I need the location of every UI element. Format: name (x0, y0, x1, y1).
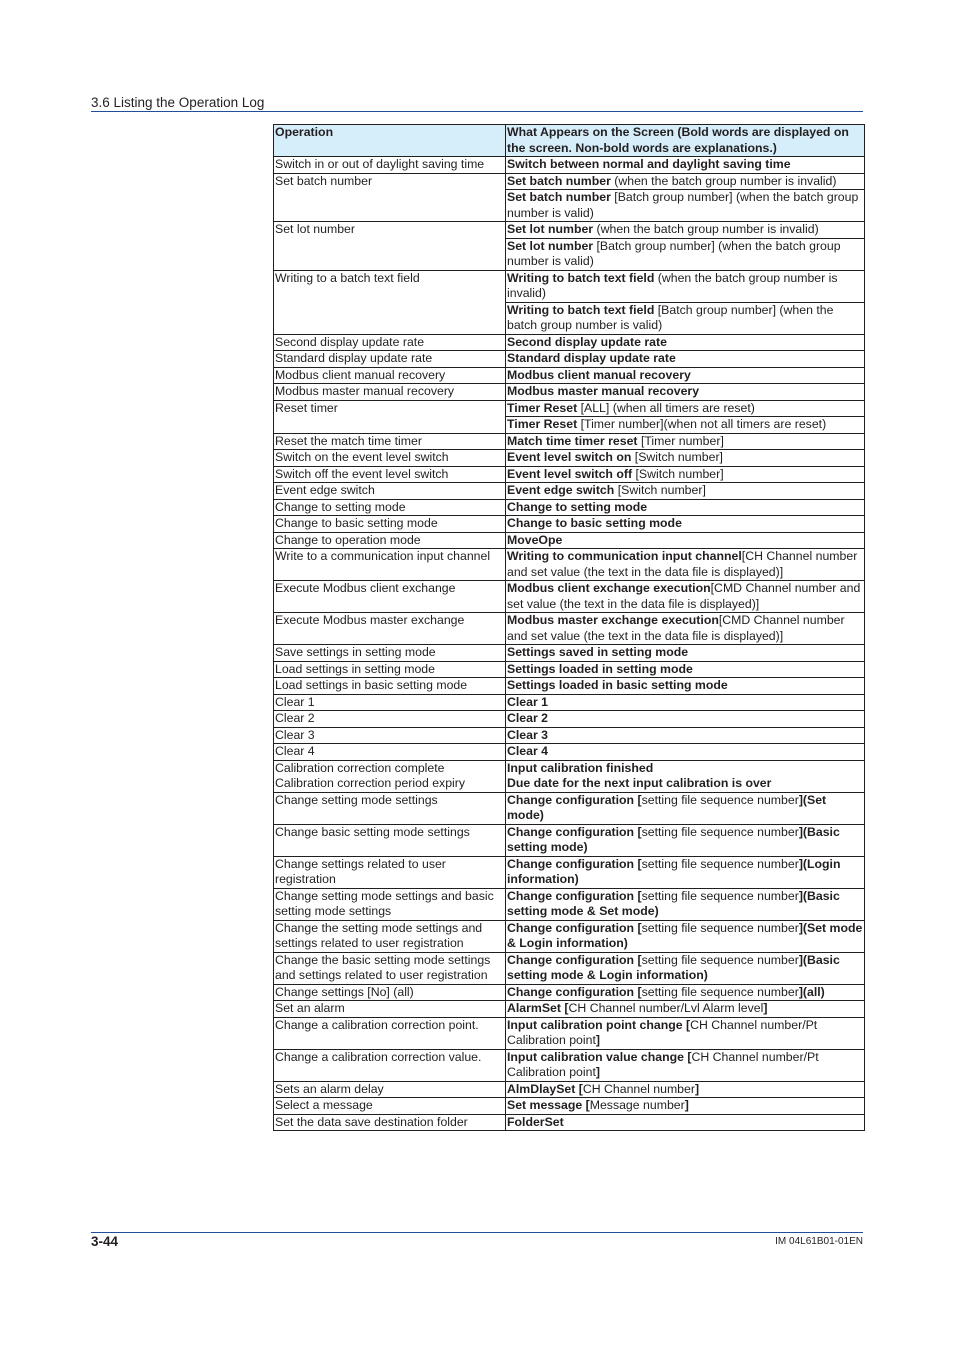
screen-text-bold: Set lot number (507, 222, 594, 236)
screen-text-explanation: [Switch number] (614, 483, 706, 497)
screen-text-cell (506, 711, 865, 728)
operation-cell: Change the basic setting mode settings and settings related to user registration (274, 952, 506, 984)
screen-text-bold: ] (763, 1001, 768, 1015)
operation-cell: Second display update rate (274, 334, 506, 351)
operation-cell: Change setting mode settings (274, 792, 506, 824)
screen-text-explanation: [Timer number](when not all timers are reset) (577, 417, 827, 431)
header-divider (91, 111, 863, 112)
screen-text-bold: ](all) (798, 984, 825, 999)
screen-text-cell (506, 856, 865, 888)
table-row (274, 952, 865, 984)
screen-text-cell (506, 1049, 865, 1081)
operation-cell: Change to operation mode (274, 532, 506, 549)
operation-cell: Calibration correction complete Calibration correction period expiry (274, 760, 506, 792)
screen-text-line (506, 189, 864, 221)
operation-cell: Modbus master manual recovery (274, 384, 506, 401)
operation-cell: Change a calibration correction point. (274, 1017, 506, 1049)
screen-text-bold: Input calibration value change [ (507, 1049, 692, 1064)
table-row (274, 173, 865, 222)
screen-text-bold: ] (684, 1098, 689, 1112)
table-row (274, 400, 865, 433)
document-id: IM 04L61B01-01EN (775, 1236, 863, 1247)
table-row (274, 351, 865, 368)
table-row (274, 222, 865, 271)
screen-text-bold: Change to basic setting mode (507, 516, 682, 530)
table-header-row (274, 125, 865, 157)
screen-text-cell (506, 1114, 865, 1131)
screen-text-line (507, 1082, 863, 1098)
screen-text-cell (506, 824, 865, 856)
screen-text-bold: ](Set mode) (507, 792, 827, 822)
screen-text-line (507, 1018, 863, 1049)
screen-text-line (506, 302, 864, 334)
operation-cell: Change to setting mode (274, 499, 506, 516)
table-row (274, 516, 865, 533)
section-title: 3.6 Listing the Operation Log (91, 95, 265, 110)
screen-text-cell (506, 367, 865, 384)
screen-text-line (507, 857, 863, 888)
screen-text-cell (506, 744, 865, 761)
screen-text-cell (506, 351, 865, 368)
screen-text-explanation: [ALL] (when all timers are reset) (577, 400, 755, 415)
operation-cell: Execute Modbus master exchange (274, 613, 506, 645)
table-row (274, 270, 865, 334)
table-row (274, 744, 865, 761)
screen-text-bold: ](Basic setting mode & Login information) (507, 952, 840, 982)
screen-text-explanation: setting file sequence number (641, 824, 799, 839)
screen-text-explanation: CH Channel number/Pt Calibration point (507, 1049, 819, 1079)
screen-text-bold: Set lot number (507, 238, 594, 253)
screen-text-bold: ] (694, 1081, 700, 1096)
screen-text-line (507, 985, 863, 1001)
table-body (274, 157, 865, 1131)
screen-text-cell (506, 1098, 865, 1115)
screen-text-cell (506, 433, 865, 450)
operation-cell: Change to basic setting mode (274, 516, 506, 533)
screen-text-line (507, 351, 863, 367)
table-row (274, 1017, 865, 1049)
screen-text-line (507, 662, 863, 678)
screen-text-bold: AlarmSet [ (507, 1001, 569, 1015)
screen-text-cell (506, 173, 865, 222)
screen-text-cell (506, 581, 865, 613)
table-row (274, 661, 865, 678)
screen-text-explanation: setting file sequence number (641, 888, 799, 903)
screen-text-bold: Set message [ (507, 1098, 590, 1112)
operation-cell: Switch in or out of daylight saving time (274, 157, 506, 174)
operation-cell: Change settings related to user registration (274, 856, 506, 888)
screen-text-explanation: [CMD Channel number and set value (the text in the data file is displayed)] (507, 613, 845, 643)
screen-text-line (507, 434, 863, 450)
screen-text-line (507, 744, 863, 760)
screen-text-cell (506, 532, 865, 549)
table-row (274, 450, 865, 467)
screen-text-bold: ](Basic setting mode & Set mode) (507, 888, 840, 918)
screen-text-bold: ](Login information) (507, 856, 841, 886)
table-row (274, 760, 865, 792)
screen-text-line (507, 335, 863, 351)
column-header-screen-text: What Appears on the Screen (Bold words are displayed on the screen. Non-bold words are explanations.) (506, 125, 865, 157)
table-row (274, 727, 865, 744)
table-row (274, 645, 865, 662)
screen-text-bold: ](Set mode & Login information) (507, 920, 863, 950)
screen-text-explanation: [Timer number] (637, 433, 724, 448)
screen-text-cell (506, 1017, 865, 1049)
screen-text-explanation: [CH Channel number and set value (the text in the data file is displayed)] (507, 549, 858, 579)
screen-text-line (507, 157, 863, 173)
operation-cell: Set lot number (274, 222, 506, 271)
table-row (274, 581, 865, 613)
screen-text-line (507, 761, 863, 792)
screen-text-bold: Clear 1 (507, 694, 549, 709)
operation-cell: Clear 4 (274, 744, 506, 761)
screen-text-line (507, 384, 863, 400)
screen-text-bold: Match time timer reset (507, 433, 638, 448)
screen-text-bold: Clear 2 (507, 711, 549, 725)
table-row (274, 466, 865, 483)
screen-text-line (507, 825, 863, 856)
screen-text-explanation: (when the batch group number is invalid) (610, 173, 837, 188)
screen-text-line (507, 533, 863, 549)
operation-cell: Change basic setting mode settings (274, 824, 506, 856)
screen-text-bold: Writing to batch text field (507, 302, 655, 317)
screen-text-bold: AlmDlaySet [ (507, 1081, 583, 1096)
screen-text-bold: Event edge switch (507, 483, 615, 497)
table-row (274, 367, 865, 384)
operation-cell: Load settings in basic setting mode (274, 678, 506, 695)
screen-text-line (507, 678, 863, 694)
table-row (274, 984, 865, 1001)
screen-text-line (507, 174, 863, 190)
screen-text-bold: Set batch number (507, 173, 611, 188)
page-number: 3-44 (91, 1234, 119, 1249)
screen-text-cell (506, 952, 865, 984)
screen-text-explanation: [Batch group number] (when the batch group number is valid) (507, 238, 841, 268)
screen-text-explanation: CH Channel number/Pt Calibration point (507, 1017, 818, 1047)
screen-text-cell (506, 222, 865, 271)
screen-text-cell (506, 334, 865, 351)
screen-text-cell (506, 157, 865, 174)
screen-text-line (507, 613, 863, 644)
screen-text-cell (506, 466, 865, 483)
screen-text-cell (506, 483, 865, 500)
screen-text-bold: Switch between normal and daylight saving time (507, 157, 791, 171)
operation-cell: Clear 3 (274, 727, 506, 744)
screen-text-bold: Change configuration [ (507, 952, 642, 967)
screen-text-line (507, 271, 863, 302)
screen-text-cell (506, 450, 865, 467)
screen-text-bold: Input calibration finished Due date for the next input calibration is over (507, 760, 772, 790)
operation-cell: Execute Modbus client exchange (274, 581, 506, 613)
screen-text-bold: Writing to batch text field (507, 270, 655, 285)
screen-text-bold: Change configuration [ (507, 792, 642, 807)
screen-text-line (507, 1001, 863, 1017)
operation-cell: Reset the match time timer (274, 433, 506, 450)
table-row (274, 157, 865, 174)
table-row (274, 711, 865, 728)
screen-text-bold: ] (595, 1033, 600, 1047)
operation-cell: Event edge switch (274, 483, 506, 500)
screen-text-cell (506, 645, 865, 662)
screen-text-explanation: (when the batch group number is invalid) (507, 270, 838, 300)
table-row (274, 384, 865, 401)
screen-text-line (507, 1098, 863, 1114)
operation-cell: Set batch number (274, 173, 506, 222)
screen-text-line (507, 793, 863, 824)
screen-text-cell (506, 1001, 865, 1018)
operation-log-table (273, 124, 865, 1131)
table-row (274, 499, 865, 516)
screen-text-bold: Change configuration [ (507, 888, 642, 903)
screen-text-cell (506, 920, 865, 952)
table-row (274, 678, 865, 695)
screen-text-line (507, 368, 863, 384)
screen-text-line (507, 711, 863, 727)
operation-cell: Change settings [No] (all) (274, 984, 506, 1001)
operation-cell: Select a message (274, 1098, 506, 1115)
screen-text-cell (506, 661, 865, 678)
screen-text-explanation: Message number (589, 1098, 685, 1112)
table-row (274, 433, 865, 450)
screen-text-explanation: CH Channel number/Lvl Alarm level (568, 1001, 764, 1015)
screen-text-cell (506, 400, 865, 433)
screen-text-cell (506, 727, 865, 744)
screen-text-cell (506, 792, 865, 824)
screen-text-bold: Clear 4 (507, 744, 549, 758)
screen-text-bold: Writing to communication input channel (507, 549, 742, 563)
screen-text-bold: Modbus master exchange execution (507, 613, 719, 627)
screen-text-bold: Settings saved in setting mode (507, 645, 689, 659)
screen-text-cell (506, 678, 865, 695)
table-row (274, 532, 865, 549)
screen-text-bold: Standard display update rate (507, 351, 676, 365)
screen-text-explanation: [Switch number] (632, 466, 724, 481)
screen-text-cell (506, 613, 865, 645)
screen-text-cell (506, 1081, 865, 1098)
screen-text-bold: Settings loaded in basic setting mode (507, 678, 728, 692)
table-row (274, 792, 865, 824)
screen-text-line (507, 1050, 863, 1081)
screen-text-bold: ] (595, 1065, 600, 1079)
screen-text-line (507, 695, 863, 711)
operation-cell: Writing to a batch text field (274, 270, 506, 334)
table-row (274, 549, 865, 581)
screen-text-explanation: setting file sequence number (641, 952, 799, 967)
screen-text-cell (506, 694, 865, 711)
screen-text-explanation: (when the batch group number is invalid) (593, 222, 819, 236)
table-row (274, 888, 865, 920)
operation-cell: Load settings in setting mode (274, 661, 506, 678)
screen-text-line (507, 222, 863, 238)
screen-text-explanation: [Batch group number] (when the batch group number is valid) (507, 302, 834, 332)
table-row (274, 1001, 865, 1018)
screen-text-line (507, 921, 863, 952)
screen-text-bold: Change configuration [ (507, 984, 642, 999)
table-row (274, 334, 865, 351)
screen-text-bold: Input calibration point change [ (507, 1017, 691, 1032)
operation-cell: Change a calibration correction value. (274, 1049, 506, 1081)
table-row (274, 856, 865, 888)
screen-text-line (507, 581, 863, 612)
screen-text-line (507, 500, 863, 516)
screen-text-bold: Event level switch on (507, 450, 632, 464)
screen-text-bold: Event level switch off (507, 466, 633, 481)
screen-text-explanation: [CMD Channel number and set value (the text in the data file is displayed)] (507, 581, 861, 611)
screen-text-cell (506, 760, 865, 792)
screen-text-cell (506, 549, 865, 581)
screen-text-line (507, 483, 863, 499)
table-row (274, 613, 865, 645)
screen-text-line (507, 728, 863, 744)
operation-cell: Set an alarm (274, 1001, 506, 1018)
screen-text-bold: Clear 3 (507, 727, 549, 742)
screen-text-bold: Change to setting mode (507, 499, 648, 514)
screen-text-bold: Change configuration [ (507, 824, 642, 839)
screen-text-explanation: setting file sequence number (641, 792, 799, 807)
screen-text-bold: Change configuration [ (507, 856, 642, 871)
operation-cell: Clear 2 (274, 711, 506, 728)
table-row (274, 824, 865, 856)
operation-cell: Modbus client manual recovery (274, 367, 506, 384)
screen-text-explanation: setting file sequence number (641, 856, 799, 871)
table-row (274, 1049, 865, 1081)
operation-cell: Write to a communication input channel (274, 549, 506, 581)
operation-cell: Set the data save destination folder (274, 1114, 506, 1131)
screen-text-line (507, 549, 863, 580)
screen-text-cell (506, 888, 865, 920)
screen-text-bold: MoveOpe (507, 532, 563, 547)
operation-cell: Change the setting mode settings and settings related to user registration (274, 920, 506, 952)
table-row (274, 1114, 865, 1131)
screen-text-bold: Modbus master manual recovery (507, 384, 700, 398)
operation-cell: Switch off the event level switch (274, 466, 506, 483)
operation-cell: Switch on the event level switch (274, 450, 506, 467)
screen-text-cell (506, 984, 865, 1001)
screen-text-bold: Set batch number (507, 190, 611, 204)
screen-text-explanation: CH Channel number (582, 1081, 695, 1096)
screen-text-explanation: [Switch number] (631, 450, 723, 464)
screen-text-line (507, 467, 863, 483)
operation-cell: Change setting mode settings and basic setting mode settings (274, 888, 506, 920)
screen-text-explanation: setting file sequence number (641, 984, 799, 999)
screen-text-bold: Change configuration [ (507, 920, 642, 935)
screen-text-bold: Modbus client exchange execution (507, 581, 711, 595)
table-row (274, 920, 865, 952)
screen-text-explanation: [Batch group number] (when the batch group number is valid) (507, 190, 859, 220)
operation-cell: Reset timer (274, 400, 506, 433)
screen-text-line (507, 953, 863, 984)
screen-text-line (506, 238, 864, 270)
screen-text-line (507, 516, 863, 532)
operation-cell: Standard display update rate (274, 351, 506, 368)
screen-text-line (507, 645, 863, 661)
screen-text-explanation: setting file sequence number (641, 920, 799, 935)
screen-text-bold: ](Basic setting mode) (507, 824, 840, 854)
screen-text-cell (506, 384, 865, 401)
screen-text-line (506, 416, 864, 433)
table-row (274, 1081, 865, 1098)
screen-text-line (507, 401, 863, 417)
operation-cell: Save settings in setting mode (274, 645, 506, 662)
screen-text-bold: Settings loaded in setting mode (507, 661, 693, 676)
screen-text-bold: FolderSet (507, 1114, 564, 1129)
screen-text-line (507, 1115, 863, 1131)
operation-cell: Clear 1 (274, 694, 506, 711)
table-row (274, 694, 865, 711)
screen-text-bold: Modbus client manual recovery (507, 367, 691, 382)
screen-text-line (507, 450, 863, 466)
screen-text-cell (506, 270, 865, 334)
screen-text-bold: Timer Reset (507, 417, 578, 431)
screen-text-line (507, 889, 863, 920)
footer-divider (91, 1232, 863, 1233)
screen-text-cell (506, 516, 865, 533)
screen-text-bold: Timer Reset (507, 400, 578, 415)
table-row (274, 483, 865, 500)
column-header-operation: Operation (274, 125, 506, 157)
screen-text-cell (506, 499, 865, 516)
operation-cell: Sets an alarm delay (274, 1081, 506, 1098)
screen-text-bold: Second display update rate (507, 334, 667, 349)
table-row (274, 1098, 865, 1115)
